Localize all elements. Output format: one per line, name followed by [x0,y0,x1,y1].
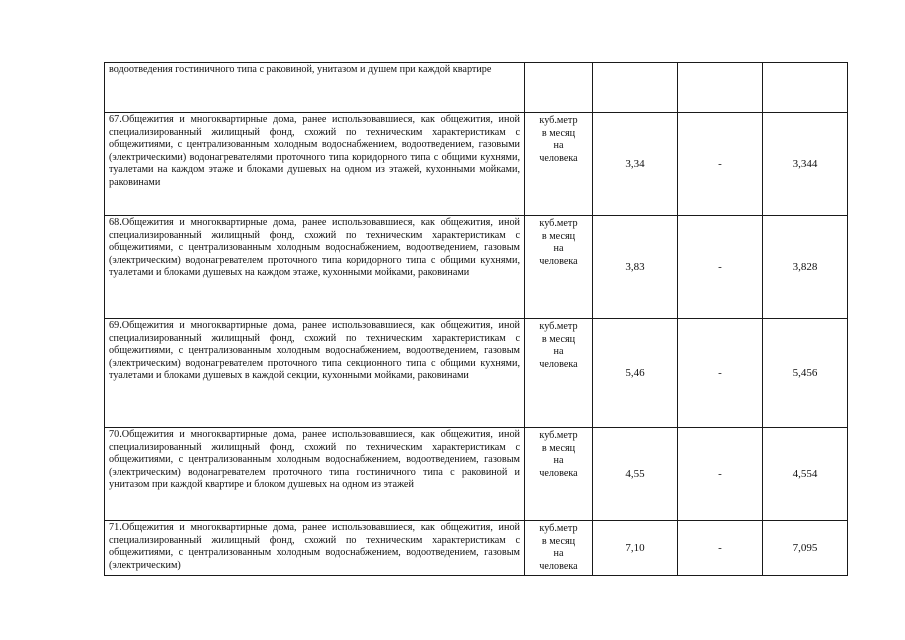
total-value-cell: 3,828 [763,216,848,319]
dash-value-cell: - [678,521,763,576]
unit-line: человека [539,467,578,479]
dash-value-cell: - [678,319,763,428]
unit-cell [525,113,593,216]
table-row [105,216,848,319]
dash-value-cell: - [678,428,763,521]
dash-value-cell: - [678,216,763,319]
unit-line: в месяц [541,127,576,139]
unit-line: в месяц [541,442,576,454]
unit-line: на [553,243,564,255]
total-value-cell: 5,456 [763,319,848,428]
unit-cell [525,63,593,113]
row-description: 68.Общежития и многоквартирные дома, ранее использовавшиеся, как общежития, иной специализированный жилищный фонд, схожий по техническим характеристикам с общежитиями, с централизованным холодным водоснабжением, водоотведением, газовым (электрическим) водонагревателем проточного типа коридорного типа с общими кухнями, туалетами и блоками душевых на каждом этаже, кухонными мойками, раковинами [105,216,525,319]
unit-line: человека [539,358,578,370]
row-description: 69.Общежития и многоквартирные дома, ранее использовавшиеся, как общежития, иной специализированный жилищный фонд, схожий по техническим характеристикам с общежитиями, с централизованным холодным водоснабжением, водоотведением, газовым (электрическим) водонагревателем проточного типа секционного типа с общими кухнями, туалетами и блоками душевых в каждой секции, кухонными мойками, раковинами [105,319,525,428]
unit-line: в месяц [541,535,576,547]
norm-value-cell: 3,34 [593,113,678,216]
row-description: 67.Общежития и многоквартирные дома, ранее использовавшиеся, как общежития, иной специализированный жилищный фонд, схожий по техническим характеристикам с общежитиями, с централизованным холодным водоснабжением, водоотведением, газовыми (электрическими) водонагревателями проточного типа коридорного типа с общими кухнями, туалетами на каждом этаже и блоками душевых на одном из этажей, кухонными мойками, раковинами [105,113,525,216]
norm-value-cell: 5,46 [593,319,678,428]
total-value-cell: 7,095 [763,521,848,576]
unit-cell [525,216,593,319]
dash-value-cell [678,63,763,113]
unit-cell [525,521,593,576]
row-description: водоотведения гостиничного типа с раковиной, унитазом и душем при каждой квартире [105,63,525,113]
consumption-norms-table [104,62,848,576]
unit-line: куб.метр [539,430,578,441]
table-row [105,319,848,428]
unit-line: в месяц [541,333,576,345]
unit-line: куб.метр [539,523,578,534]
unit-cell [525,428,593,521]
unit-line: в месяц [541,230,576,242]
norm-value-cell [593,63,678,113]
row-description: 71.Общежития и многоквартирные дома, ранее использовавшиеся, как общежития, иной специализированный жилищный фонд, схожий по техническим характеристикам с общежитиями, с централизованным холодным водоснабжением, водоотведением, газовым (электрическим) [105,521,525,576]
norm-value-cell: 3,83 [593,216,678,319]
row-description: 70.Общежития и многоквартирные дома, ранее использовавшиеся, как общежития, иной специализированный жилищный фонд, схожий по техническим характеристикам с общежитиями, с централизованным холодным водоснабжением, водоотведением, газовым (электрическим) водонагревателем проточного типа гостиничного типа с раковиной и унитазом при каждой квартире и блоком душевых на одном из этажей [105,428,525,521]
table-row [105,428,848,521]
norm-value-cell: 4,55 [593,428,678,521]
unit-line: человека [539,560,578,572]
unit-cell [525,319,593,428]
table-row [105,63,848,113]
unit-line: на [553,455,564,467]
unit-line: куб.метр [539,115,578,126]
norm-value-cell: 7,10 [593,521,678,576]
unit-line: на [553,140,564,152]
total-value-cell: 4,554 [763,428,848,521]
unit-line: на [553,346,564,358]
total-value-cell: 3,344 [763,113,848,216]
table-row [105,521,848,576]
unit-line: человека [539,255,578,267]
unit-line: куб.метр [539,218,578,229]
dash-value-cell: - [678,113,763,216]
total-value-cell [763,63,848,113]
unit-line: куб.метр [539,321,578,332]
table-row [105,113,848,216]
unit-line: на [553,548,564,560]
unit-line: человека [539,152,578,164]
